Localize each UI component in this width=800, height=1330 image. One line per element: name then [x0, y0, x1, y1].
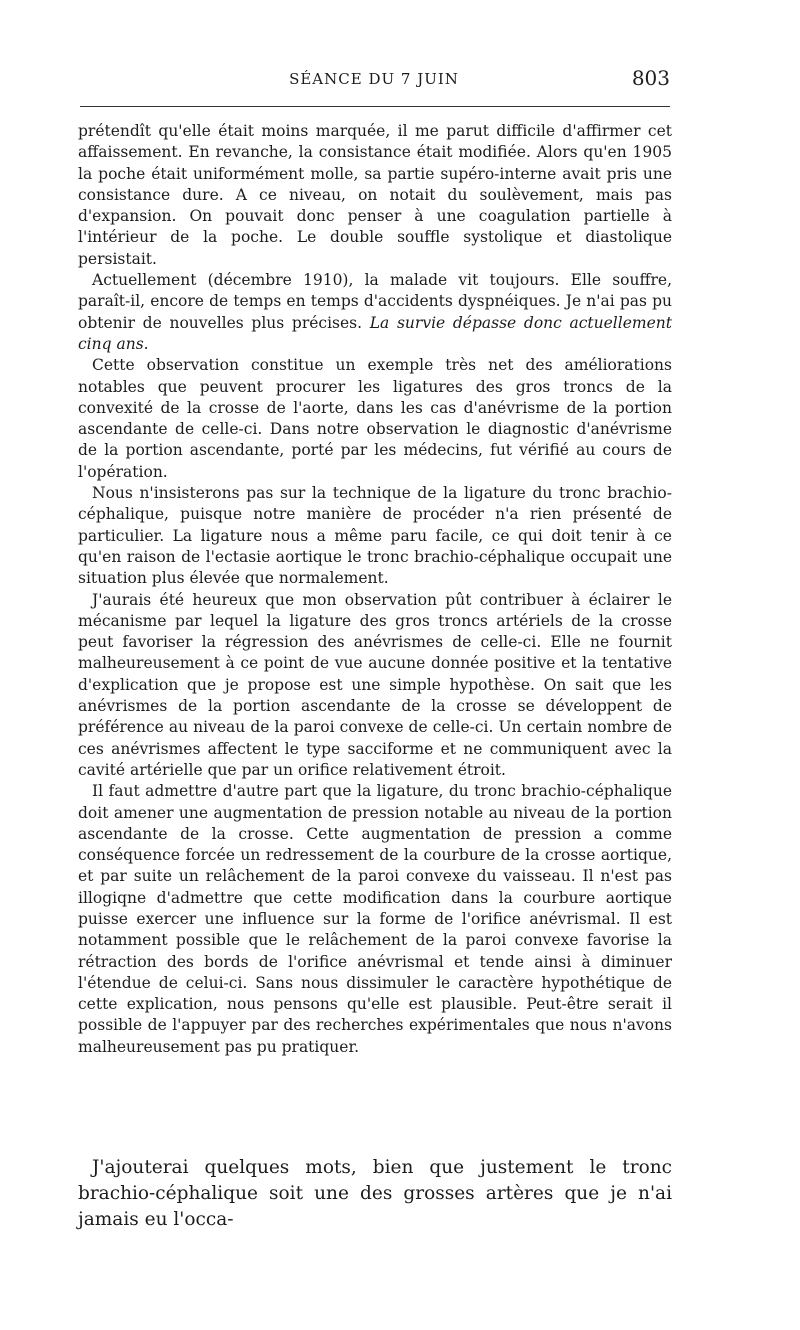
paragraph-2-italic: La survie dépasse donc actuellement cinq ans.: [78, 313, 672, 353]
paragraph-6: [78, 781, 672, 1058]
paragraph-3-text: Cette observation constitue un exemple très net des améliorations notables que peuvent procurer les ligatures des gros troncs de la convexité de la crosse de l'aorte, dans les cas d'anévrisme de la portion ascendante de celle-ci. Dans notre observation le diagnostic d'anévrisme de la portion ascendante, porté par les médecins, fut vérifié au cours de l'opération.: [78, 356, 672, 481]
paragraph-4-text: Nous n'insisterons pas sur la technique de la ligature du tronc brachio-céphalique, puisque notre manière de procéder n'a rien présenté de particulier. La ligature nous a même paru facile, ce qui doit tenir à ce qu'en raison de l'ectasie aortique le tronc brachio-céphalique occupait une situation plus élevée que normalement.: [78, 484, 672, 588]
paragraph-3: [78, 355, 672, 483]
page-number: 803: [631, 66, 670, 90]
paragraph-1: [78, 121, 672, 270]
running-header: [78, 66, 670, 96]
header-rule: [80, 106, 670, 107]
paragraph-4: [78, 483, 672, 589]
paragraph-2-text: Actuellement (décembre 1910), la malade vit toujours. Elle souffre, paraît-il, encore de temps en temps d'accidents dyspnéiques. Je n'ai pas pu obtenir de nouvelles plus précises.: [78, 271, 672, 332]
large-paragraph: J'ajouterai quelques mots, bien que justement le tronc brachio-céphalique soit une des grosses artères que je n'ai jamais eu l'occa-: [78, 1157, 672, 1230]
paragraph-1-text: prétendît qu'elle était moins marquée, il me parut difficile d'affirmer cet affaissement. En revanche, la consistance était modifiée. Alors qu'en 1905 la poche était uniformément molle, sa partie supéro-interne avait pris une consistance dure. A ce niveau, on notait du soulèvement, mais pas d'expansion. On pouvait donc penser à une coagulation partielle à l'intérieur de la poche. Le double souffle systolique et diastolique persistait.: [78, 122, 672, 268]
paragraph-5-text: J'aurais été heureux que mon observation pût contribuer à éclairer le mécanisme par lequel la ligature des gros troncs artériels de la crosse peut favoriser la régression des anévrismes de celle-ci. Elle ne fournit malheureusement à ce point de vue aucune donnée positive et la tentative d'explication que je propose est une simple hypothèse. On sait que les anévrismes de la portion ascendante de la crosse se développent de préférence au niveau de la paroi convexe de celle-ci. Un certain nombre de ces anévrismes affectent le type sacciforme et ne communiquent avec la cavité artérielle que par un orifice relativement étroit.: [78, 590, 672, 779]
header-title: SÉANCE DU 7 JUIN: [289, 70, 459, 88]
body-text: [78, 121, 672, 1058]
paragraph-5: [78, 590, 672, 782]
paragraph-2: [78, 270, 672, 355]
paragraph-6-text: Il faut admettre d'autre part que la ligature, du tronc brachio-céphalique doit amener une augmentation de pression notable au niveau de la portion ascendante de la crosse. Cette augmentation de pression a comme conséquence forcée un redressement de la courbure de la crosse aortique, et par suite un relâchement de la paroi convexe du vaisseau. Il n'est pas illogiqne d'admettre que cette modification dans la courbure aortique puisse exercer une influence sur la forme de l'orifice anévrismal. Il est notamment possible que le relâchement de la paroi convexe favorise la rétraction des bords de l'orifice anévrismal et tende ainsi à diminuer l'étendue de celui-ci. Sans nous dissimuler le caractère hypothétique de cette explication, nous pensons qu'elle est plausible. Peut-être serait il possible de l'appuyer par des recherches expérimentales que nous n'avons malheureusement pas pu pratiquer.: [78, 782, 672, 1056]
